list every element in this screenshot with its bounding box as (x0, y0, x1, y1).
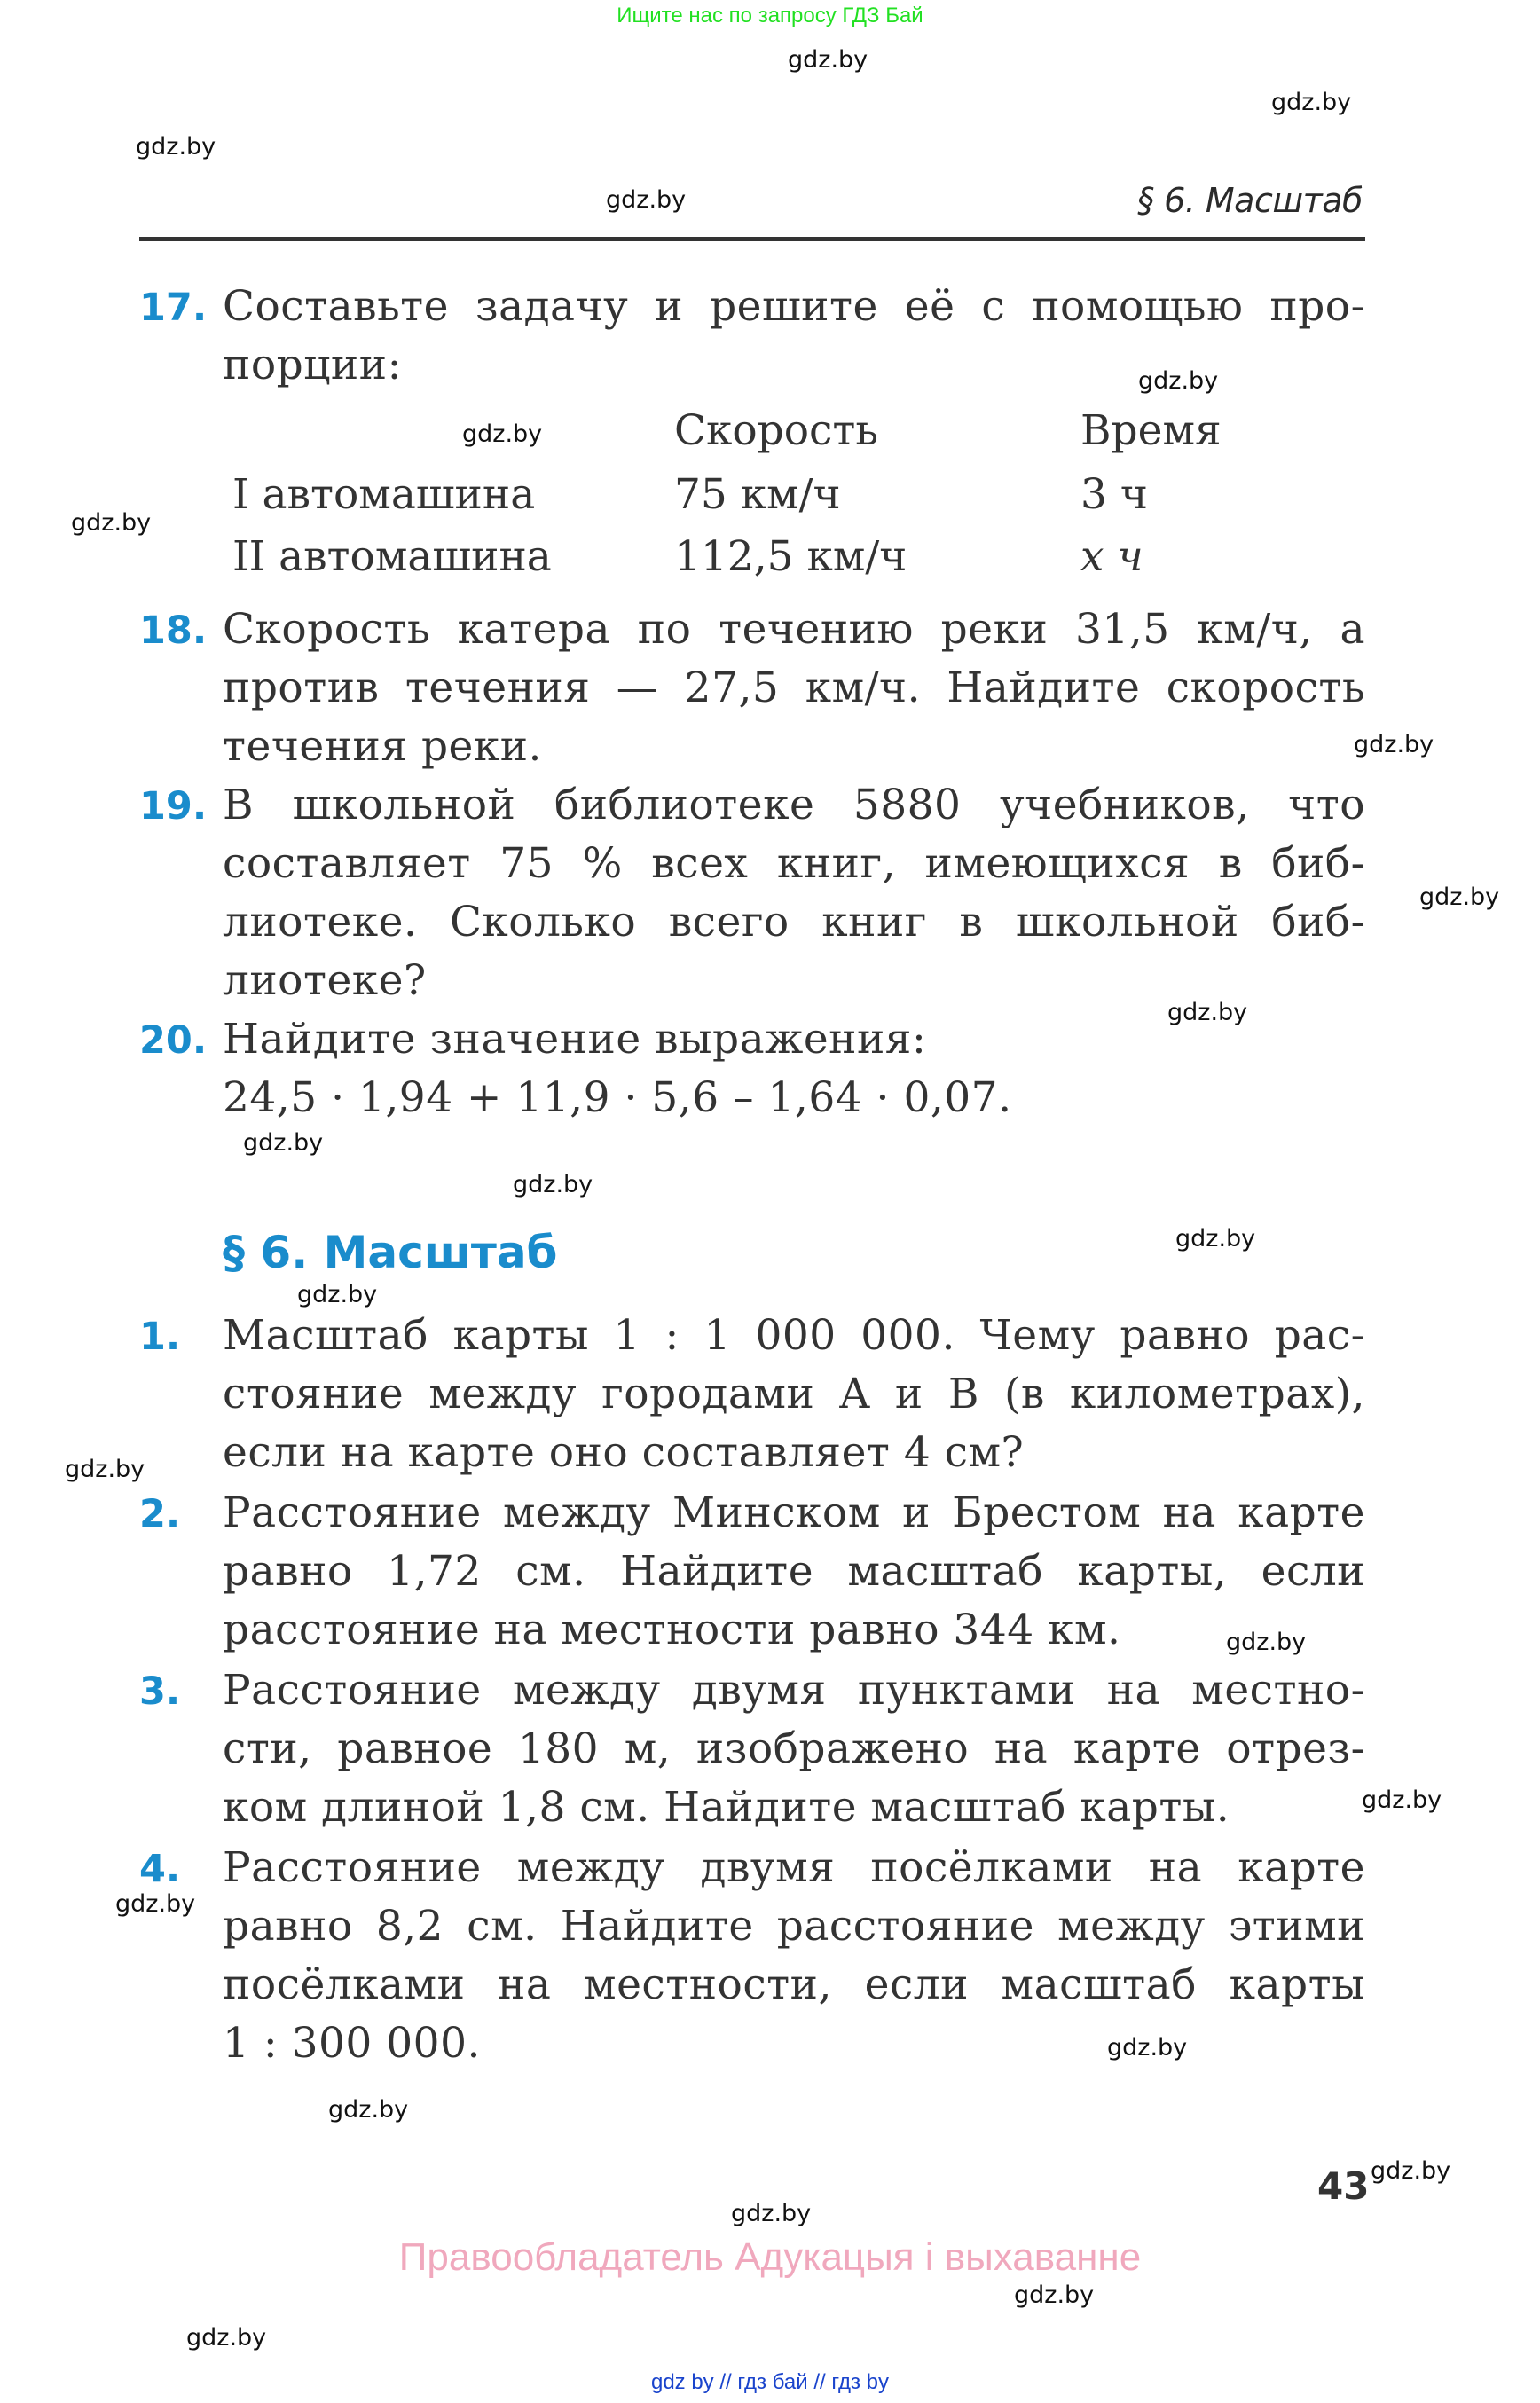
problem-number: 18. (139, 609, 208, 653)
watermark: gdz.by (1167, 999, 1248, 1026)
problem-text-line: лиотеке? (223, 956, 427, 1005)
problem-text-line: Расстояние между двумя пунктами на местно- (223, 1666, 1365, 1715)
table-cell: I автомашина (232, 470, 536, 519)
problem-text-line: если на карте оно составляет 4 см? (223, 1428, 1025, 1477)
watermark: gdz.by (1226, 1629, 1307, 1656)
problem-number: 2. (139, 1492, 181, 1536)
watermark: gdz.by (513, 1171, 593, 1198)
problem-number: 17. (139, 286, 208, 330)
problem-text-line: равно 1,72 см. Найдите масштаб карты, если (223, 1547, 1365, 1596)
watermark: gdz.by (243, 1129, 324, 1157)
problem-text-line: сти, равное 180 м, изображено на карте отрез- (223, 1724, 1365, 1773)
watermark: gdz.by (71, 509, 152, 537)
watermark: gdz.by (606, 186, 687, 214)
problem-text-line: расстояние на местности равно 344 км. (223, 1606, 1121, 1654)
problem-text-line: Найдите значение выражения: (223, 1015, 927, 1064)
watermark: gdz.by (1175, 1225, 1256, 1253)
watermark: gdz.by (1371, 2157, 1451, 2185)
problem-text-line: Составьте задачу и решите её с помощью про- (223, 282, 1365, 331)
problem-text-line: посёлками на местности, если масштаб карты (223, 1960, 1365, 2009)
problem-number: 4. (139, 1847, 181, 1891)
problem-text-line: составляет 75 % всех книг, имеющихся в биб- (223, 839, 1365, 888)
table-cell: 3 ч (1080, 470, 1148, 519)
table-cell: 112,5 км/ч (674, 532, 908, 581)
watermark: gdz.by (115, 1890, 196, 1918)
watermark: gdz.by (297, 1281, 378, 1308)
problem-text-line: Скорость катера по течению реки 31,5 км/ч, а (223, 605, 1365, 654)
watermark: gdz.by (1107, 2034, 1188, 2061)
watermark: gdz.by (328, 2096, 409, 2124)
watermark: gdz.by (136, 133, 216, 161)
watermark: gdz.by (1138, 367, 1219, 395)
problem-number: 19. (139, 784, 208, 828)
problem-text-line: Расстояние между двумя посёлками на карте (223, 1843, 1365, 1892)
watermark: gdz.by (1271, 89, 1352, 116)
footer-links[interactable]: gdz by // гдз бай // гдз by (650, 2370, 890, 2394)
table-cell: II автомашина (232, 532, 552, 581)
table-header-time: Время (1080, 406, 1222, 455)
problem-text-line: течения реки. (223, 722, 542, 771)
watermark: gdz.by (1419, 883, 1500, 911)
watermark: gdz.by (1354, 731, 1434, 758)
problem-number: 1. (139, 1315, 181, 1359)
expression: 24,5 · 1,94 + 11,9 · 5,6 – 1,64 · 0,07. (223, 1073, 1012, 1122)
watermark: gdz.by (788, 46, 868, 74)
section-title: § 6. Масштаб (223, 1227, 558, 1278)
page-number: 43 (1317, 2164, 1370, 2208)
problem-text-line: порции: (223, 341, 402, 389)
problem-number: 3. (139, 1669, 181, 1714)
copyright-notice: Правообладатель Адукацыя і выхаванне (398, 2235, 1142, 2279)
problem-text-line: равно 8,2 см. Найдите расстояние между этими (223, 1902, 1365, 1951)
watermark: gdz.by (1362, 1787, 1442, 1814)
table-cell: 75 км/ч (674, 470, 841, 519)
problem-text-line: ком длиной 1,8 см. Найдите масштаб карты. (223, 1783, 1230, 1832)
problem-text-line: В школьной библиотеке 5880 учебников, что (223, 781, 1365, 829)
watermark: gdz.by (65, 1456, 145, 1483)
table-cell: x ч (1080, 532, 1143, 581)
problem-text-line: Расстояние между Минском и Брестом на карте (223, 1488, 1365, 1537)
watermark: gdz.by (1014, 2281, 1095, 2309)
table-header-speed: Скорость (674, 406, 878, 455)
running-head: § 6. Масштаб (1136, 181, 1363, 220)
header-rule (139, 237, 1365, 241)
problem-text-line: против течения — 27,5 км/ч. Найдите скорость (223, 664, 1365, 712)
problem-text-line: 1 : 300 000. (223, 2019, 481, 2068)
problem-text-line: Масштаб карты 1 : 1 000 000. Чему равно рас- (223, 1311, 1365, 1360)
problem-text-line: стояние между городами A и B (в километрах), (223, 1370, 1365, 1418)
top-banner: Ищите нас по запросу ГДЗ Бай (617, 4, 923, 27)
problem-text-line: лиотеке. Сколько всего книг в школьной биб- (223, 898, 1365, 946)
watermark: gdz.by (731, 2200, 812, 2227)
watermark: gdz.by (462, 420, 543, 448)
problem-number: 20. (139, 1018, 208, 1063)
watermark: gdz.by (186, 2324, 267, 2352)
